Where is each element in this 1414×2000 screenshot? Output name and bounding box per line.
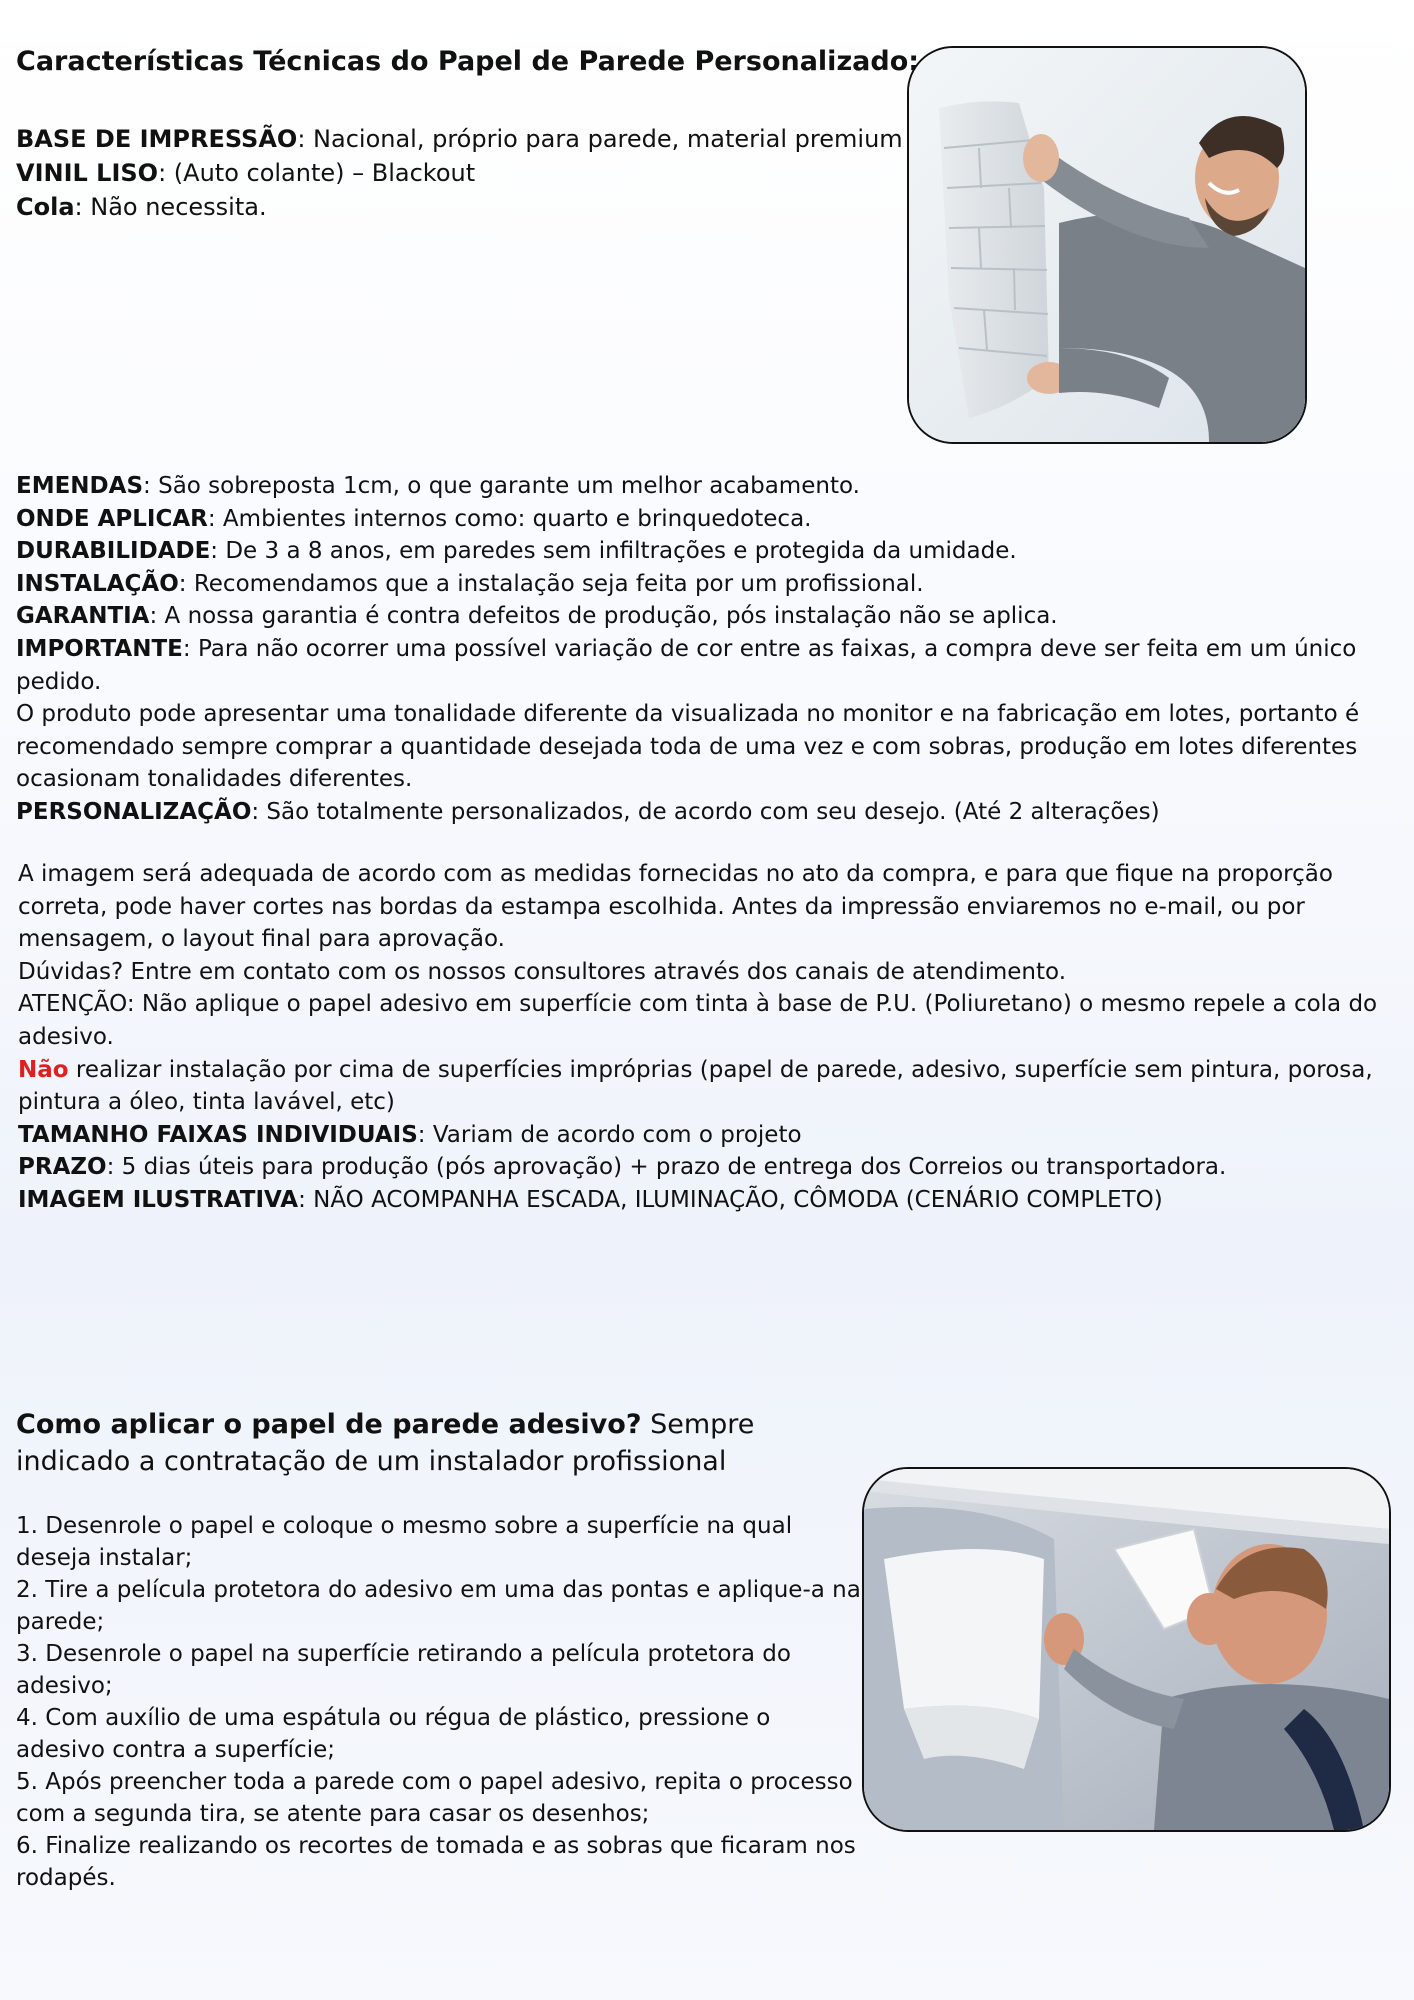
apply-steps (16, 1510, 862, 1894)
detail-value: : São sobreposta 1cm, o que garante um melhor acabamento. (143, 473, 860, 499)
size-value: : Variam de acordo com o projeto (417, 1121, 802, 1148)
apply-step: 6. Finalize realizando os recortes de tomada e as sobras que ficaram nos rodapés. (16, 1833, 856, 1891)
deadline-note (18, 1151, 1403, 1184)
spec-vinil (16, 156, 475, 190)
nao-word: Não (18, 1056, 69, 1083)
detail-value: O produto pode apresentar uma tonalidade diferente da visualizada no monitor e na fabricação em lotes, portanto é recomendado sempre comprar a quantidade desejada toda de uma vez e com sobras, produção em lotes diferentes ocasionam tonalidades diferentes. (16, 701, 1360, 793)
apply-step: 1. Desenrole o papel e coloque o mesmo sobre a superfície na qual deseja instalar; (16, 1513, 793, 1571)
detail-label: GARANTIA (16, 603, 150, 630)
detail-label: EMENDAS (16, 473, 144, 499)
detail-line (16, 698, 1401, 796)
installer-photo (862, 1467, 1391, 1832)
details-block (16, 470, 1401, 829)
detail-value: : Ambientes internos como: quarto e brinquedoteca. (207, 505, 812, 532)
detail-label: PERSONALIZAÇÃO (16, 798, 252, 825)
detail-line (16, 503, 1401, 536)
illustrative-note (18, 1184, 1403, 1217)
deadline-label: PRAZO (18, 1154, 107, 1181)
spec-value: : Não necessita. (74, 193, 267, 221)
detail-line (16, 633, 1401, 698)
spec-label: VINIL LISO (16, 159, 159, 187)
spec-label: BASE DE IMPRESSÃO (16, 125, 298, 153)
doubts-note: Dúvidas? Entre em contato com os nossos consultores através dos canais de atendimento. (18, 958, 1067, 985)
detail-value: : São totalmente personalizados, de acordo com seu desejo. (Até 2 alterações) (251, 798, 1160, 825)
nao-note (18, 1054, 1403, 1119)
tech-title: Características Técnicas do Papel de Parede Personalizado: (16, 46, 920, 77)
detail-value: : Para não ocorrer uma possível variação de cor entre as faixas, a compra deve ser feita em um único pedido. (16, 635, 1357, 695)
apply-title (16, 1406, 866, 1480)
detail-line (16, 470, 1401, 503)
apply-step: 3. Desenrole o papel na superfície retirando a película protetora do adesivo; (16, 1641, 791, 1699)
deadline-value: : 5 dias úteis para produção (pós aprovação) + prazo de entrega dos Correios ou transportadora. (106, 1154, 1227, 1181)
detail-line (16, 796, 1401, 829)
detail-label: ONDE APLICAR (16, 505, 208, 532)
notes-block (18, 858, 1403, 1217)
detail-value: : Recomendamos que a instalação seja feita por um profissional. (178, 570, 924, 597)
detail-label: IMPORTANTE (16, 635, 183, 662)
size-note (18, 1119, 1403, 1152)
detail-value: : A nossa garantia é contra defeitos de produção, pós instalação não se aplica. (149, 603, 1058, 630)
attention-note: ATENÇÃO: Não aplique o papel adesivo em superfície com tinta à base de P.U. (Poliuretano) o mesmo repele a cola do adesivo. (18, 991, 1378, 1050)
apply-step: 2. Tire a película protetora do adesivo em uma das pontas e aplique-a na parede; (16, 1577, 861, 1635)
wallpaper-install-photo (907, 46, 1307, 444)
apply-step: 4. Com auxílio de uma espátula ou régua de plástico, pressione o adesivo contra a superfície; (16, 1705, 771, 1763)
spec-value: : Nacional, próprio para parede, material premium (297, 125, 903, 153)
detail-line (16, 535, 1401, 568)
apply-title-rest: Sempre indicado a contratação de um instalador profissional (16, 1409, 755, 1477)
spec-value: : (Auto colante) – Blackout (158, 159, 476, 187)
detail-label: INSTALAÇÃO (16, 570, 179, 597)
spec-cola (16, 190, 267, 224)
spec-base (16, 122, 903, 156)
size-label: TAMANHO FAIXAS INDIVIDUAIS (18, 1121, 418, 1148)
illustrative-value: : NÃO ACOMPANHA ESCADA, ILUMINAÇÃO, CÔMODA (CENÁRIO COMPLETO) (298, 1186, 1163, 1213)
apply-step: 5. Após preencher toda a parede com o papel adesivo, repita o processo com a segunda tira, se atente para casar os desenhos; (16, 1769, 853, 1827)
spec-label: Cola (16, 193, 75, 221)
detail-line (16, 600, 1401, 633)
illustrative-label: IMAGEM ILUSTRATIVA (18, 1186, 299, 1213)
apply-title-bold: Como aplicar o papel de parede adesivo? (16, 1409, 642, 1440)
nao-rest: realizar instalação por cima de superfícies impróprias (papel de parede, adesivo, superfície sem pintura, porosa, pintura a óleo, tinta lavável, etc) (18, 1056, 1373, 1116)
detail-label: DURABILIDADE (16, 538, 211, 565)
image-adjust-note: A imagem será adequada de acordo com as medidas fornecidas no ato da compra, e para que fique na proporção correta, pode haver cortes nas bordas da estampa escolhida. Antes da impressão enviaremos no e-mail, ou por mensagem, o layout final para aprovação. (18, 861, 1333, 953)
detail-line (16, 568, 1401, 601)
detail-value: : De 3 a 8 anos, em paredes sem infiltrações e protegida da umidade. (210, 538, 1017, 565)
